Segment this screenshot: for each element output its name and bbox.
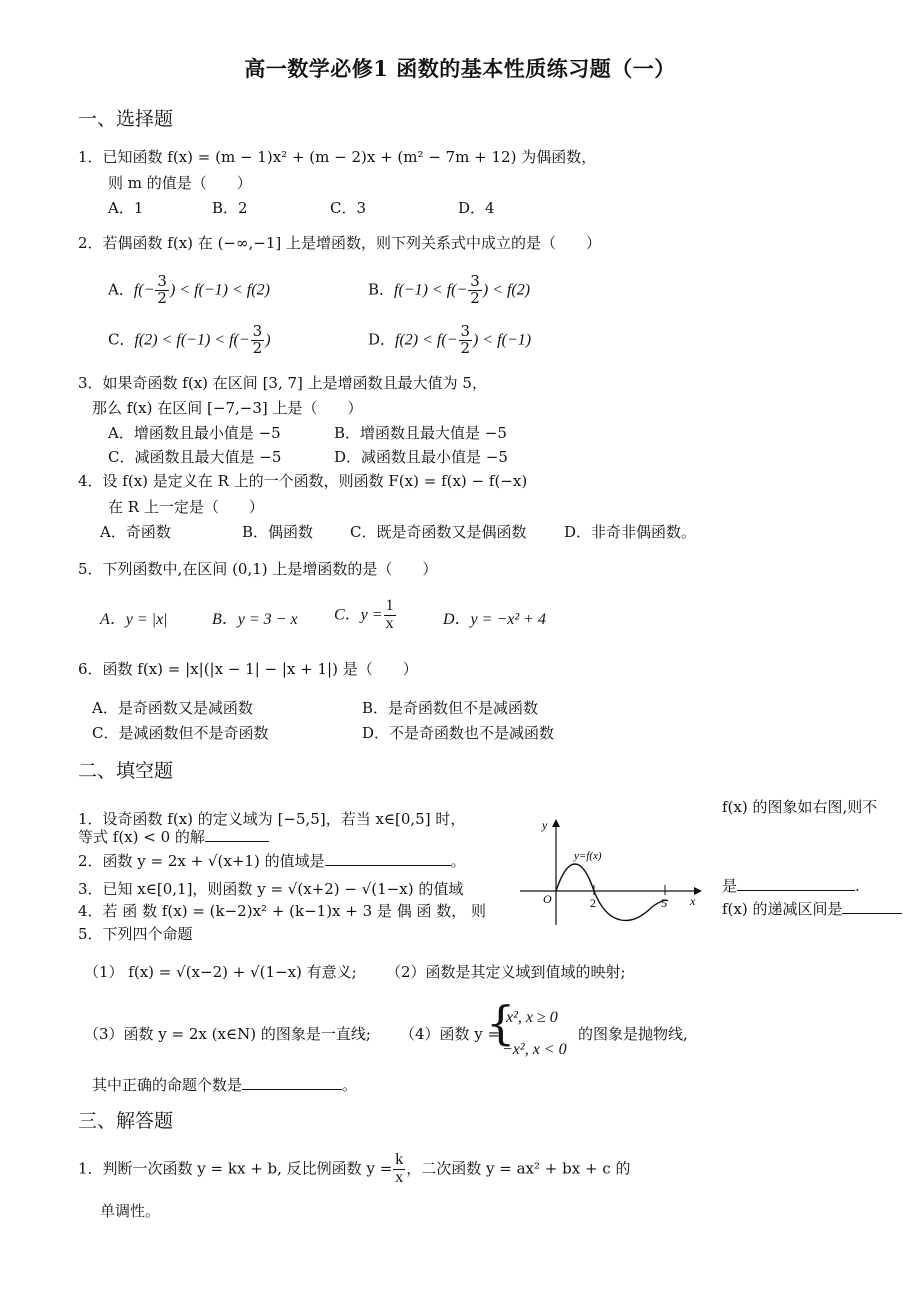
fill-text: f(x) 的递减区间是	[722, 900, 843, 918]
fill-text: 是	[722, 877, 738, 895]
denominator: 2	[157, 288, 167, 307]
proposition-3: （3）函数 y = 2x (x∈N) 的图象是一直线;	[84, 1025, 371, 1043]
question-1-option-d: D．4	[458, 199, 495, 217]
fill-text: 等式 f(x) < 0 的解	[78, 828, 205, 846]
option-label: B．	[368, 280, 395, 299]
expression: C．y =	[334, 606, 383, 624]
proposition-4-tail: 的图象是抛物线,	[578, 1025, 688, 1043]
question-3-option-d: D．减函数且最小值是 −5	[334, 448, 508, 466]
numerator: 3	[470, 272, 480, 290]
fill-question-1: 1．设奇函数 f(x) 的定义域为 [−5,5]，若当 x∈[0,5] 时，	[78, 810, 466, 828]
fill-text: 。	[450, 852, 466, 870]
numerator: 3	[252, 322, 263, 340]
proposition-1: （1） f(x) = √(x−2) + √(1−x) 有意义;	[84, 963, 357, 981]
expression: ) < f(−1)	[473, 331, 532, 349]
question-1-option-a: A．1	[108, 199, 144, 217]
expression: f(2) < f(−	[395, 331, 458, 349]
function-graph	[516, 815, 706, 930]
piecewise-case-1: x², x ≥ 0	[506, 1009, 558, 1026]
question-3-stem: 3．如果奇函数 f(x) 在区间 [3, 7] 上是增函数且最大值为 5，	[78, 374, 487, 392]
expression: f(−	[133, 281, 155, 299]
question-5-option-a: A．y = |x|	[100, 611, 168, 628]
question-5-option-b: B．y = 3 − x	[212, 611, 298, 628]
numerator: 3	[460, 322, 471, 340]
answer-blank	[242, 1089, 342, 1090]
answer-text: 1．判断一次函数 y = kx + b, 反比例函数 y =	[78, 1159, 393, 1178]
proposition-2: （2）函数是其定义域到值域的映射;	[386, 963, 626, 981]
answer-question-1-cont: 单调性。	[100, 1202, 161, 1220]
denominator: 2	[252, 338, 263, 357]
question-3-stem-cont: 那么 f(x) 在区间 [−7,−3] 上是（ ）	[92, 399, 363, 417]
question-1-stem: 1．已知函数 f(x) = (m − 1)x² + (m − 2)x + (m² − 7m + 12) 为偶函数，	[78, 148, 597, 166]
denominator: x	[395, 1168, 404, 1186]
question-4-option-a: A．奇函数	[100, 523, 171, 541]
fill-question-4: 4．若 函 数 f(x) = (k−2)x² + (k−1)x + 3 是 偶 函 数， 则	[78, 902, 487, 920]
question-2-option-a	[108, 274, 270, 307]
answer-question-1	[78, 1152, 630, 1187]
piecewise-case-2: −x², x < 0	[502, 1041, 567, 1058]
curve-label: y=f(x)	[574, 850, 602, 862]
answer-blank	[325, 865, 451, 866]
fill-text: 其中正确的命题个数是	[92, 1076, 243, 1094]
fill-question-1-cont	[78, 828, 269, 846]
question-3-option-c: C．减函数且最大值是 −5	[108, 448, 282, 466]
question-1-option-b: B．2	[212, 199, 248, 217]
question-4-option-c: C．既是奇函数又是偶函数	[350, 523, 527, 541]
question-2-option-c	[108, 324, 271, 357]
option-label: A．	[108, 280, 134, 299]
expression: f(2) < f(−1) < f(−	[134, 331, 250, 349]
tick-label-5: 5	[661, 896, 667, 910]
section-heading-fill: 二、填空题	[78, 760, 174, 782]
question-1-stem-cont: 则 m 的值是（ ）	[108, 174, 252, 192]
fill-question-3: 3．已知 x∈[0,1]，则函数 y = √(x+2) − √(1−x) 的值域	[78, 880, 464, 898]
question-3-option-b: B．增函数且最大值是 −5	[334, 424, 507, 442]
x-axis-label: x	[690, 894, 696, 908]
expression: ) < f(2)	[482, 281, 531, 299]
option-label: D．	[368, 330, 396, 349]
question-2-option-b	[368, 274, 530, 307]
y-axis-label: y	[542, 818, 548, 832]
section-heading-answer: 三、解答题	[78, 1110, 174, 1132]
question-5-option-c	[334, 598, 397, 633]
fill-question-1-right: f(x) 的图象如右图,则不	[722, 798, 878, 816]
answer-blank	[842, 913, 902, 914]
question-4-stem: 4．设 f(x) 是定义在 R 上的一个函数，则函数 F(x) = f(x) − f(−x)	[78, 472, 528, 490]
fill-text: 。	[342, 1076, 358, 1094]
fill-question-1-right-cont: 是 .	[722, 877, 860, 895]
question-2-stem: 2．若偶函数 f(x) 在 (−∞,−1] 上是增函数，则下列关系式中成立的是（ ）	[78, 234, 601, 252]
fill-conclusion	[92, 1076, 357, 1094]
expression: f(−1) < f(−	[394, 281, 468, 299]
answer-text: ，二次函数 y = ax² + bx + c 的	[406, 1159, 631, 1178]
question-1-option-c: C．3	[330, 199, 367, 217]
expression: )	[265, 331, 271, 349]
question-2-option-d	[368, 324, 531, 357]
numerator: 3	[157, 272, 167, 290]
question-6-option-a: A．是奇函数又是减函数	[92, 699, 253, 717]
fill-question-5: 5．下列四个命题	[78, 925, 193, 943]
origin-label: O	[543, 892, 552, 906]
question-6-stem: 6．函数 f(x) = |x|(|x − 1| − |x + 1|) 是（ ）	[78, 660, 418, 678]
question-6-option-c: C．是减函数但不是奇函数	[92, 724, 269, 742]
piecewise-brace: {	[486, 996, 516, 1050]
question-5-option-d: D．y = −x² + 4	[443, 611, 546, 628]
question-6-option-b: B．是奇函数但不是减函数	[362, 699, 539, 717]
numerator: 1	[385, 597, 394, 614]
question-4-stem-cont: 在 R 上一定是（ ）	[108, 498, 264, 516]
option-label: C．	[108, 330, 135, 349]
question-4-option-d: D．非奇非偶函数。	[564, 523, 697, 541]
question-4-option-b: B．偶函数	[242, 523, 314, 541]
answer-blank	[737, 890, 855, 891]
tick-label-2: 2	[590, 896, 596, 910]
fill-text: 2．函数 y = 2x + √(x+1) 的值域是	[78, 852, 325, 870]
numerator: k	[395, 1151, 404, 1168]
question-6-option-d: D．不是奇函数也不是减函数	[362, 724, 555, 742]
question-3-option-a: A．增函数且最小值是 −5	[108, 424, 281, 442]
page-title: 高一数学必修1 函数的基本性质练习题（一）	[244, 56, 676, 81]
function-curve	[556, 864, 668, 920]
answer-blank	[205, 841, 269, 842]
question-5-stem: 5．下列函数中,在区间 (0,1) 上是增函数的是（ ）	[78, 560, 438, 578]
fill-question-2	[78, 852, 466, 870]
fill-question-4-right	[722, 900, 902, 918]
denominator: 2	[460, 338, 471, 357]
expression: ) < f(−1) < f(2)	[169, 281, 270, 299]
denominator: 2	[470, 288, 480, 307]
y-axis-arrow	[552, 819, 560, 827]
section-heading-choice: 一、选择题	[78, 108, 174, 130]
proposition-4-label: （4）函数 y =	[400, 1025, 501, 1043]
denominator: x	[385, 614, 394, 632]
